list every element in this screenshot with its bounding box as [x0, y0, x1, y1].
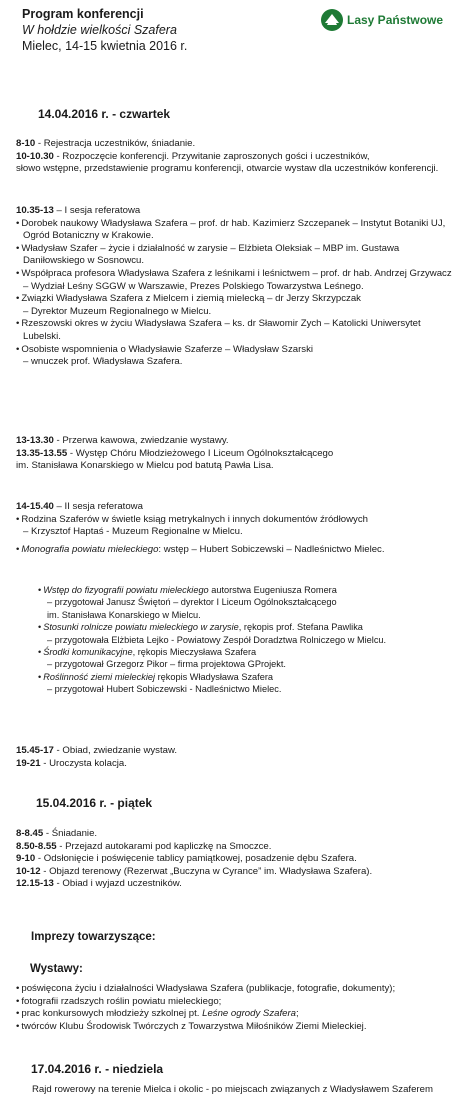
lecture-item: • Rodzina Szaferów w świetle ksiąg metrykalnych i innych dokumentów źródłowych — [16, 514, 452, 527]
agenda-item: 15.45-17 - Obiad, zwiedzanie wystaw. — [16, 745, 178, 756]
lecture-item-cont: – Dyrektor Muzeum Regionalnego w Mielcu. — [23, 305, 212, 317]
monograph-item: • Środki komunikacyjne, rękopis Mieczysława Szafera — [16, 646, 452, 658]
lecture-item-cont: – Wydział Leśny SGGW w Warszawie, Prezes Polskiego Towarzystwa Leśnego. — [23, 280, 364, 292]
lecture-item-cont: Ogród Botaniczny w Krakowie. — [23, 230, 154, 242]
lecture-item: • Rzeszowski okres w życiu Władysława Szafera – ks. dr Sławomir Zych – Katolicki Uniwersytet — [16, 318, 452, 331]
agenda-item: 10-10.30 - Rozpoczęcie konferencji. Przywitanie zaproszonych gości i uczestników, — [16, 150, 370, 162]
agenda-item: 8-8.45 - Śniadanie. — [16, 828, 98, 839]
agenda-item: 10-12 - Objazd terenowy (Rezerwat „Buczyna w Cyrance” im. Władysława Szafera). — [16, 865, 373, 877]
lecture-item: • Osobiste wspomnienia o Władysławie Szaferze – Władysław Szarski — [16, 344, 452, 357]
monograph-subitems — [16, 584, 452, 696]
agenda-item-cont: im. Stanisława Konarskiego w Mielcu pod batutą Pawła Lisa. — [16, 460, 274, 472]
agenda-item: 8-10 - Rejestracja uczestników, śniadanie. — [16, 138, 196, 149]
header — [22, 6, 187, 54]
lecture-item-cont: – wnuczek prof. Władysława Szafera. — [23, 356, 183, 368]
lecture-item-cont: Lubelski. — [23, 330, 61, 342]
session-header: 10.35-13 – I sesja referatowa — [16, 205, 141, 216]
evening-section — [16, 745, 452, 770]
session2 — [16, 501, 452, 556]
monograph-item-cont: im. Stanisława Konarskiego w Mielcu. — [47, 609, 201, 620]
exhibition-item: • fotografii rzadszych roślin powiatu mieleckiego; — [16, 996, 452, 1009]
agenda-item-cont: słowo wstępne, przedstawienie programu konferencji, otwarcie wystaw dla uczestników konferencji. — [16, 163, 439, 175]
tree-logo-icon — [320, 8, 344, 32]
day3-section — [32, 1084, 452, 1097]
lecture-item: • Monografia powiatu mieleckiego: wstęp – Hubert Sobiczewski – Nadleśnictwo Mielec. — [16, 544, 452, 557]
session-header: 14-15.40 – II sesja referatowa — [16, 501, 143, 512]
exhibition-item: • poświęcona życiu i działalności Władysława Szafera (publikacje, fotografie, dokumenty); — [16, 983, 452, 996]
day1-section — [16, 138, 452, 176]
exhibitions-title: Wystawy: — [30, 963, 83, 975]
day2-title: 15.04.2016 r. - piątek — [36, 796, 153, 810]
agenda-item: 19-21 - Uroczysta kolacja. — [16, 757, 127, 769]
extras-title: Imprezy towarzyszące: — [31, 931, 156, 943]
lecture-item: • Dorobek naukowy Władysława Szafera – prof. dr hab. Kazimierz Szczepanek – Instytut Botaniki UJ, — [16, 218, 452, 231]
day3-title: 17.04.2016 r. - niedziela — [31, 1062, 164, 1076]
lasy-panstwowe-logo — [320, 8, 443, 32]
agenda-item: 12.15-13 - Obiad i wyjazd uczestników. — [16, 878, 182, 890]
lecture-item: • Współpraca profesora Władysława Szafera z leśnikami i leśnictwem – prof. dr hab. Andrzej Grzywacz — [16, 268, 452, 281]
lecture-item-cont: Daniłowskiego w Sosnowcu. — [23, 255, 145, 267]
monograph-item-cont: – przygotował Hubert Sobiczewski - Nadleśnictwo Mielec. — [47, 684, 282, 695]
agenda-item: Rajd rowerowy na terenie Mielca i okolic - po miejscach związanych z Władysławem Szaferem — [32, 1084, 433, 1095]
agenda-item: 8.50-8.55 - Przejazd autokarami pod kapliczkę na Smoczce. — [16, 840, 272, 852]
monograph-item: • Wstęp do fizyografii powiatu mieleckiego autorstwa Eugeniusza Romera — [16, 584, 452, 596]
break-section — [16, 435, 452, 473]
exhibition-item: • prac konkursowych młodzieży szkolnej pt. Leśne ogrody Szafera; — [16, 1008, 452, 1021]
lecture-item-cont: – Krzysztof Haptaś - Muzeum Regionalne w Mielcu. — [23, 526, 243, 538]
program-place-date: Mielec, 14-15 kwietnia 2016 r. — [22, 39, 188, 53]
agenda-item: 13-13.30 - Przerwa kawowa, zwiedzanie wystawy. — [16, 435, 229, 446]
monograph-item: • Roślinność ziemi mieleckiej rękopis Władysława Szafera — [16, 671, 452, 683]
program-title: Program konferencji — [22, 7, 144, 21]
lecture-item: • Władysław Szafer – życie i działalność w zarysie – Elżbieta Oleksiak – MBP im. Gustawa — [16, 243, 452, 256]
program-subtitle: W hołdzie wielkości Szafera — [22, 23, 177, 37]
monograph-item-cont: – przygotowała Elżbieta Lejko - Powiatowy Zespół Doradztwa Rolniczego w Mielcu. — [47, 634, 387, 645]
monograph-item-cont: – przygotował Janusz Świętoń – dyrektor I Liceum Ogólnokształcącego — [47, 597, 337, 608]
session1 — [16, 205, 452, 369]
logo-text: Lasy Państwowe — [347, 13, 444, 27]
agenda-item: 13.35-13.55 - Występ Chóru Młodzieżowego I Liceum Ogólnokształcącego — [16, 447, 334, 459]
monograph-item: • Stosunki rolnicze powiatu mieleckiego w zarysie, rękopis prof. Stefana Pawlika — [16, 621, 452, 633]
exhibition-item: • twórców Klubu Środowisk Twórczych z Towarzystwa Miłośników Ziemi Mieleckiej. — [16, 1021, 452, 1034]
monograph-item-cont: – przygotował Grzegorz Pikor – firma projektowa GProjekt. — [47, 659, 286, 670]
day2-section — [16, 828, 452, 891]
day1-title: 14.04.2016 r. - czwartek — [38, 107, 171, 121]
agenda-item: 9-10 - Odsłonięcie i poświęcenie tablicy pamiątkowej, posadzenie dębu Szafera. — [16, 853, 357, 865]
lecture-item: • Związki Władysława Szafera z Mielcem i ziemią mielecką – dr Jerzy Skrzypczak — [16, 293, 452, 306]
exhibitions-list — [16, 983, 452, 1033]
